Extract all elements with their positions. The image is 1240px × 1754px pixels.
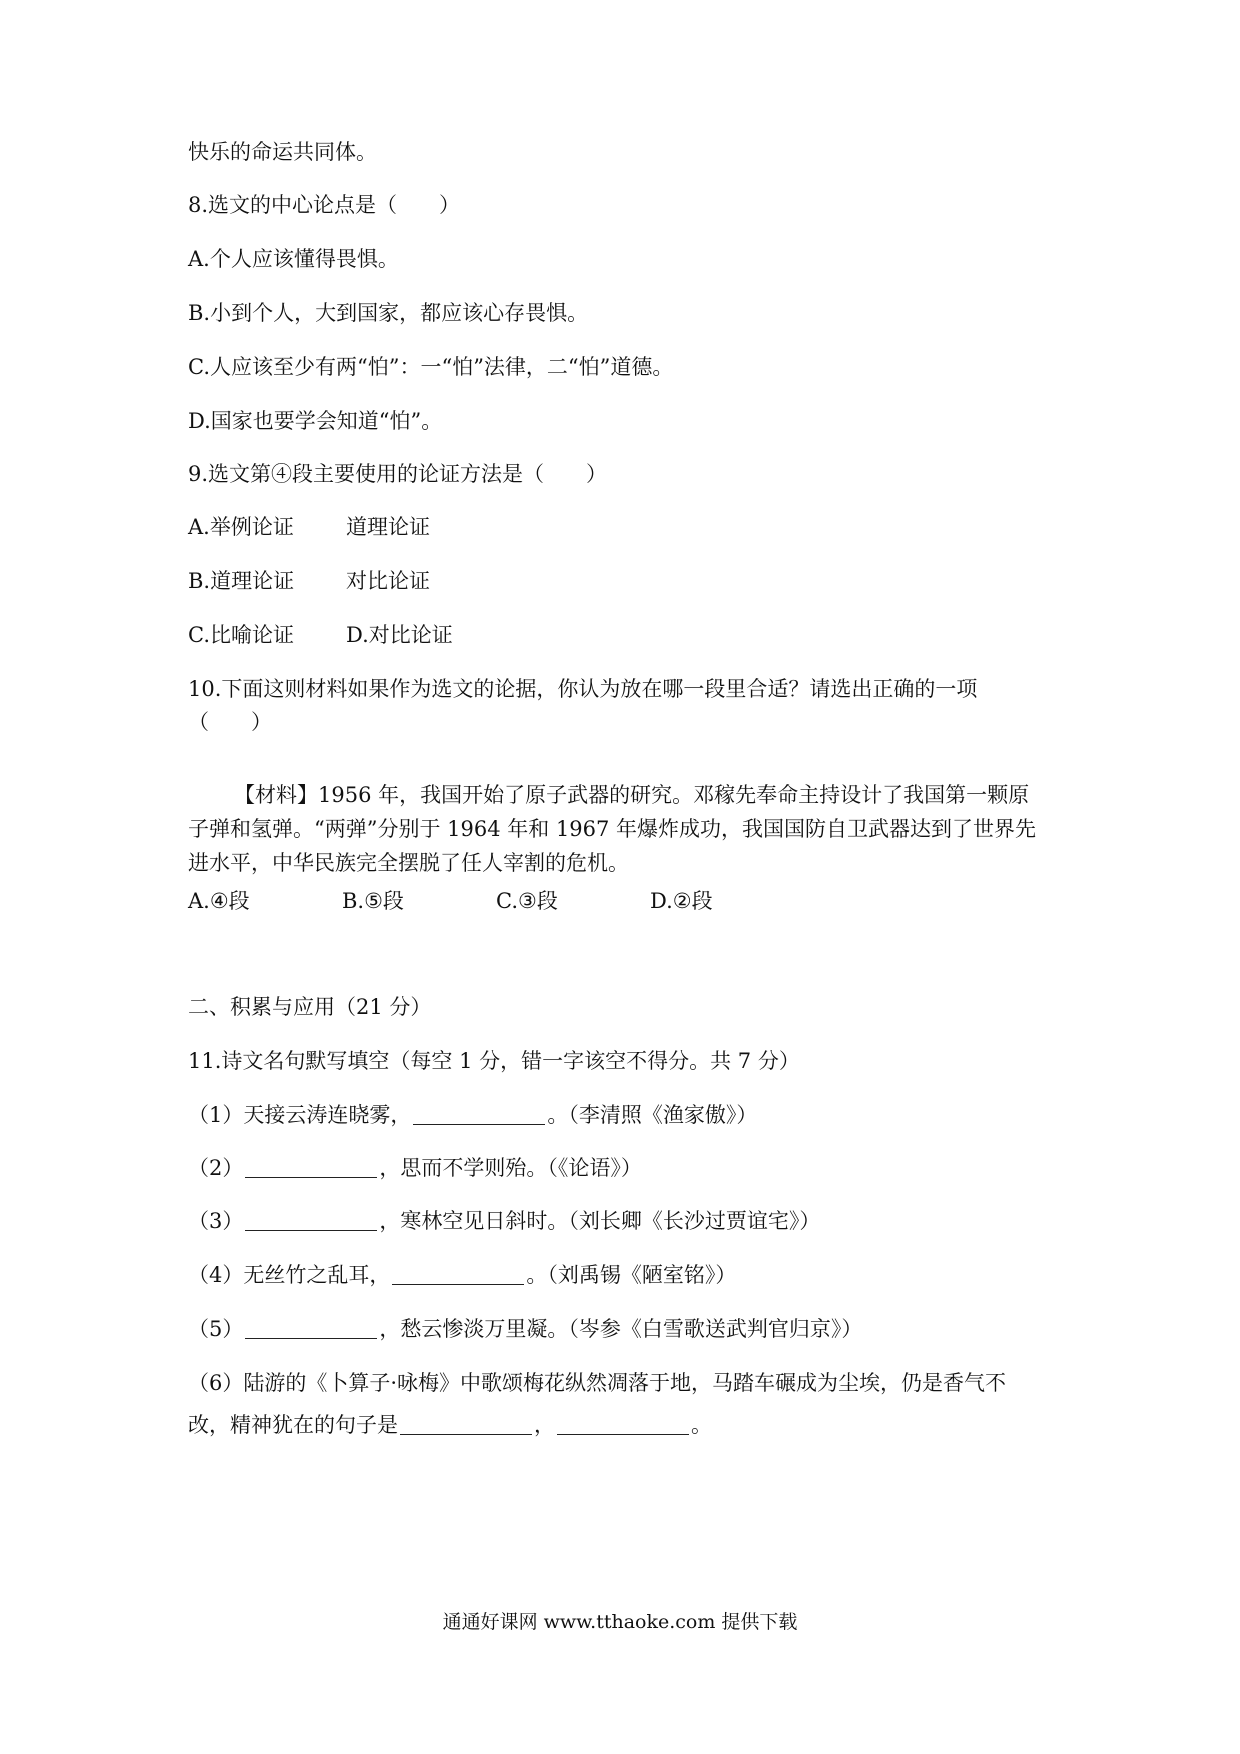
- option-9a-label: A.举例论证: [188, 515, 294, 539]
- option-10c: C.③段: [496, 889, 558, 913]
- material-line: 子弹和氢弹。“两弹”分别于 1964 年和 1967 年爆炸成功，我国国防自卫武器达到了世界先: [188, 817, 1037, 841]
- page-footer: 通通好课网 www.tthaoke.com 提供下载: [442, 1611, 798, 1633]
- section-heading: 二、积累与应用（21 分）: [188, 995, 432, 1019]
- option-8a: A.个人应该懂得畏惧。: [188, 247, 399, 271]
- option-8b: B.小到个人，大到国家，都应该心存畏惧。: [188, 301, 589, 325]
- fill-text: （2）: [188, 1156, 244, 1180]
- fill-item-5: [188, 1314, 862, 1344]
- fill-text: （1）天接云涛连晓雾，: [188, 1103, 412, 1127]
- answer-blank: [245, 1210, 377, 1231]
- fill-item-2: [188, 1153, 642, 1183]
- fill-item-4: [188, 1260, 736, 1290]
- fill-text: 。（刘禹锡《陋室铭》）: [526, 1263, 737, 1287]
- material-line: 【材料】1956 年，我国开始了原子武器的研究。邓稼先奉命主持设计了我国第一颗原: [234, 783, 1030, 807]
- option-10d: D.②段: [650, 889, 713, 913]
- question-8: 8.选文的中心论点是（ ）: [188, 193, 461, 217]
- fill-text: （5）: [188, 1317, 244, 1341]
- fill-text: ，寒林空见日斜时。（刘长卿《长沙过贾谊宅》）: [379, 1209, 821, 1233]
- question-10-paren: （ ）: [188, 710, 272, 734]
- option-8c: C.人应该至少有两“怕”：一“怕”法律，二“怕”道德。: [188, 355, 674, 379]
- fill-text: 改，精神犹在的句子是: [188, 1413, 398, 1437]
- option-9d: D.对比论证: [346, 623, 453, 647]
- fill-text: ，思而不学则殆。（《论语》）: [379, 1156, 642, 1180]
- fill-item-1: [188, 1100, 757, 1130]
- fill-text: ，: [534, 1413, 555, 1437]
- option-9b: [188, 566, 430, 596]
- answer-blank: [392, 1264, 524, 1285]
- fill-text: 。: [691, 1413, 712, 1437]
- fill-text: 。（李清照《渔家傲》）: [547, 1103, 758, 1127]
- fill-text: （3）: [188, 1209, 244, 1233]
- option-9a: [188, 512, 430, 542]
- fill-text: ，愁云惨淡万里凝。（岑参《白雪歌送武判官归京》）: [379, 1317, 863, 1341]
- answer-blank: [245, 1157, 377, 1178]
- question-10: 10.下面这则材料如果作为选文的论据，你认为放在哪一段里合适？请选出正确的一项: [188, 677, 978, 701]
- option-10a: A.④段: [188, 889, 250, 913]
- question-10-options: [188, 886, 713, 916]
- option-8d: D.国家也要学会知道“怕”。: [188, 409, 443, 433]
- option-9b-label: B.道理论证: [188, 569, 295, 593]
- fill-item-3: [188, 1206, 820, 1236]
- answer-blank: [557, 1414, 689, 1435]
- option-9b-label-2: 对比论证: [346, 569, 430, 593]
- text-line: 快乐的命运共同体。: [188, 140, 377, 164]
- question-11: 11.诗文名句默写填空（每空 1 分，错一字该空不得分。共 7 分）: [188, 1049, 800, 1073]
- option-10b: B.⑤段: [342, 889, 404, 913]
- fill-item-6: （6）陆游的《卜算子·咏梅》中歌颂梅花纵然凋落于地，马踏车碾成为尘埃，仍是香气不: [188, 1371, 1007, 1395]
- question-9: 9.选文第④段主要使用的论证方法是（ ）: [188, 462, 608, 486]
- option-9c: C.比喻论证: [188, 623, 294, 647]
- option-9a-label-2: 道理论证: [346, 515, 430, 539]
- fill-item-6-cont: [188, 1410, 712, 1440]
- material-line: 进水平，中华民族完全摆脱了任人宰割的危机。: [188, 851, 629, 875]
- option-9c-9d: [188, 620, 453, 650]
- answer-blank: [413, 1104, 545, 1125]
- answer-blank: [400, 1414, 532, 1435]
- fill-text: （4）无丝竹之乱耳，: [188, 1263, 391, 1287]
- answer-blank: [245, 1318, 377, 1339]
